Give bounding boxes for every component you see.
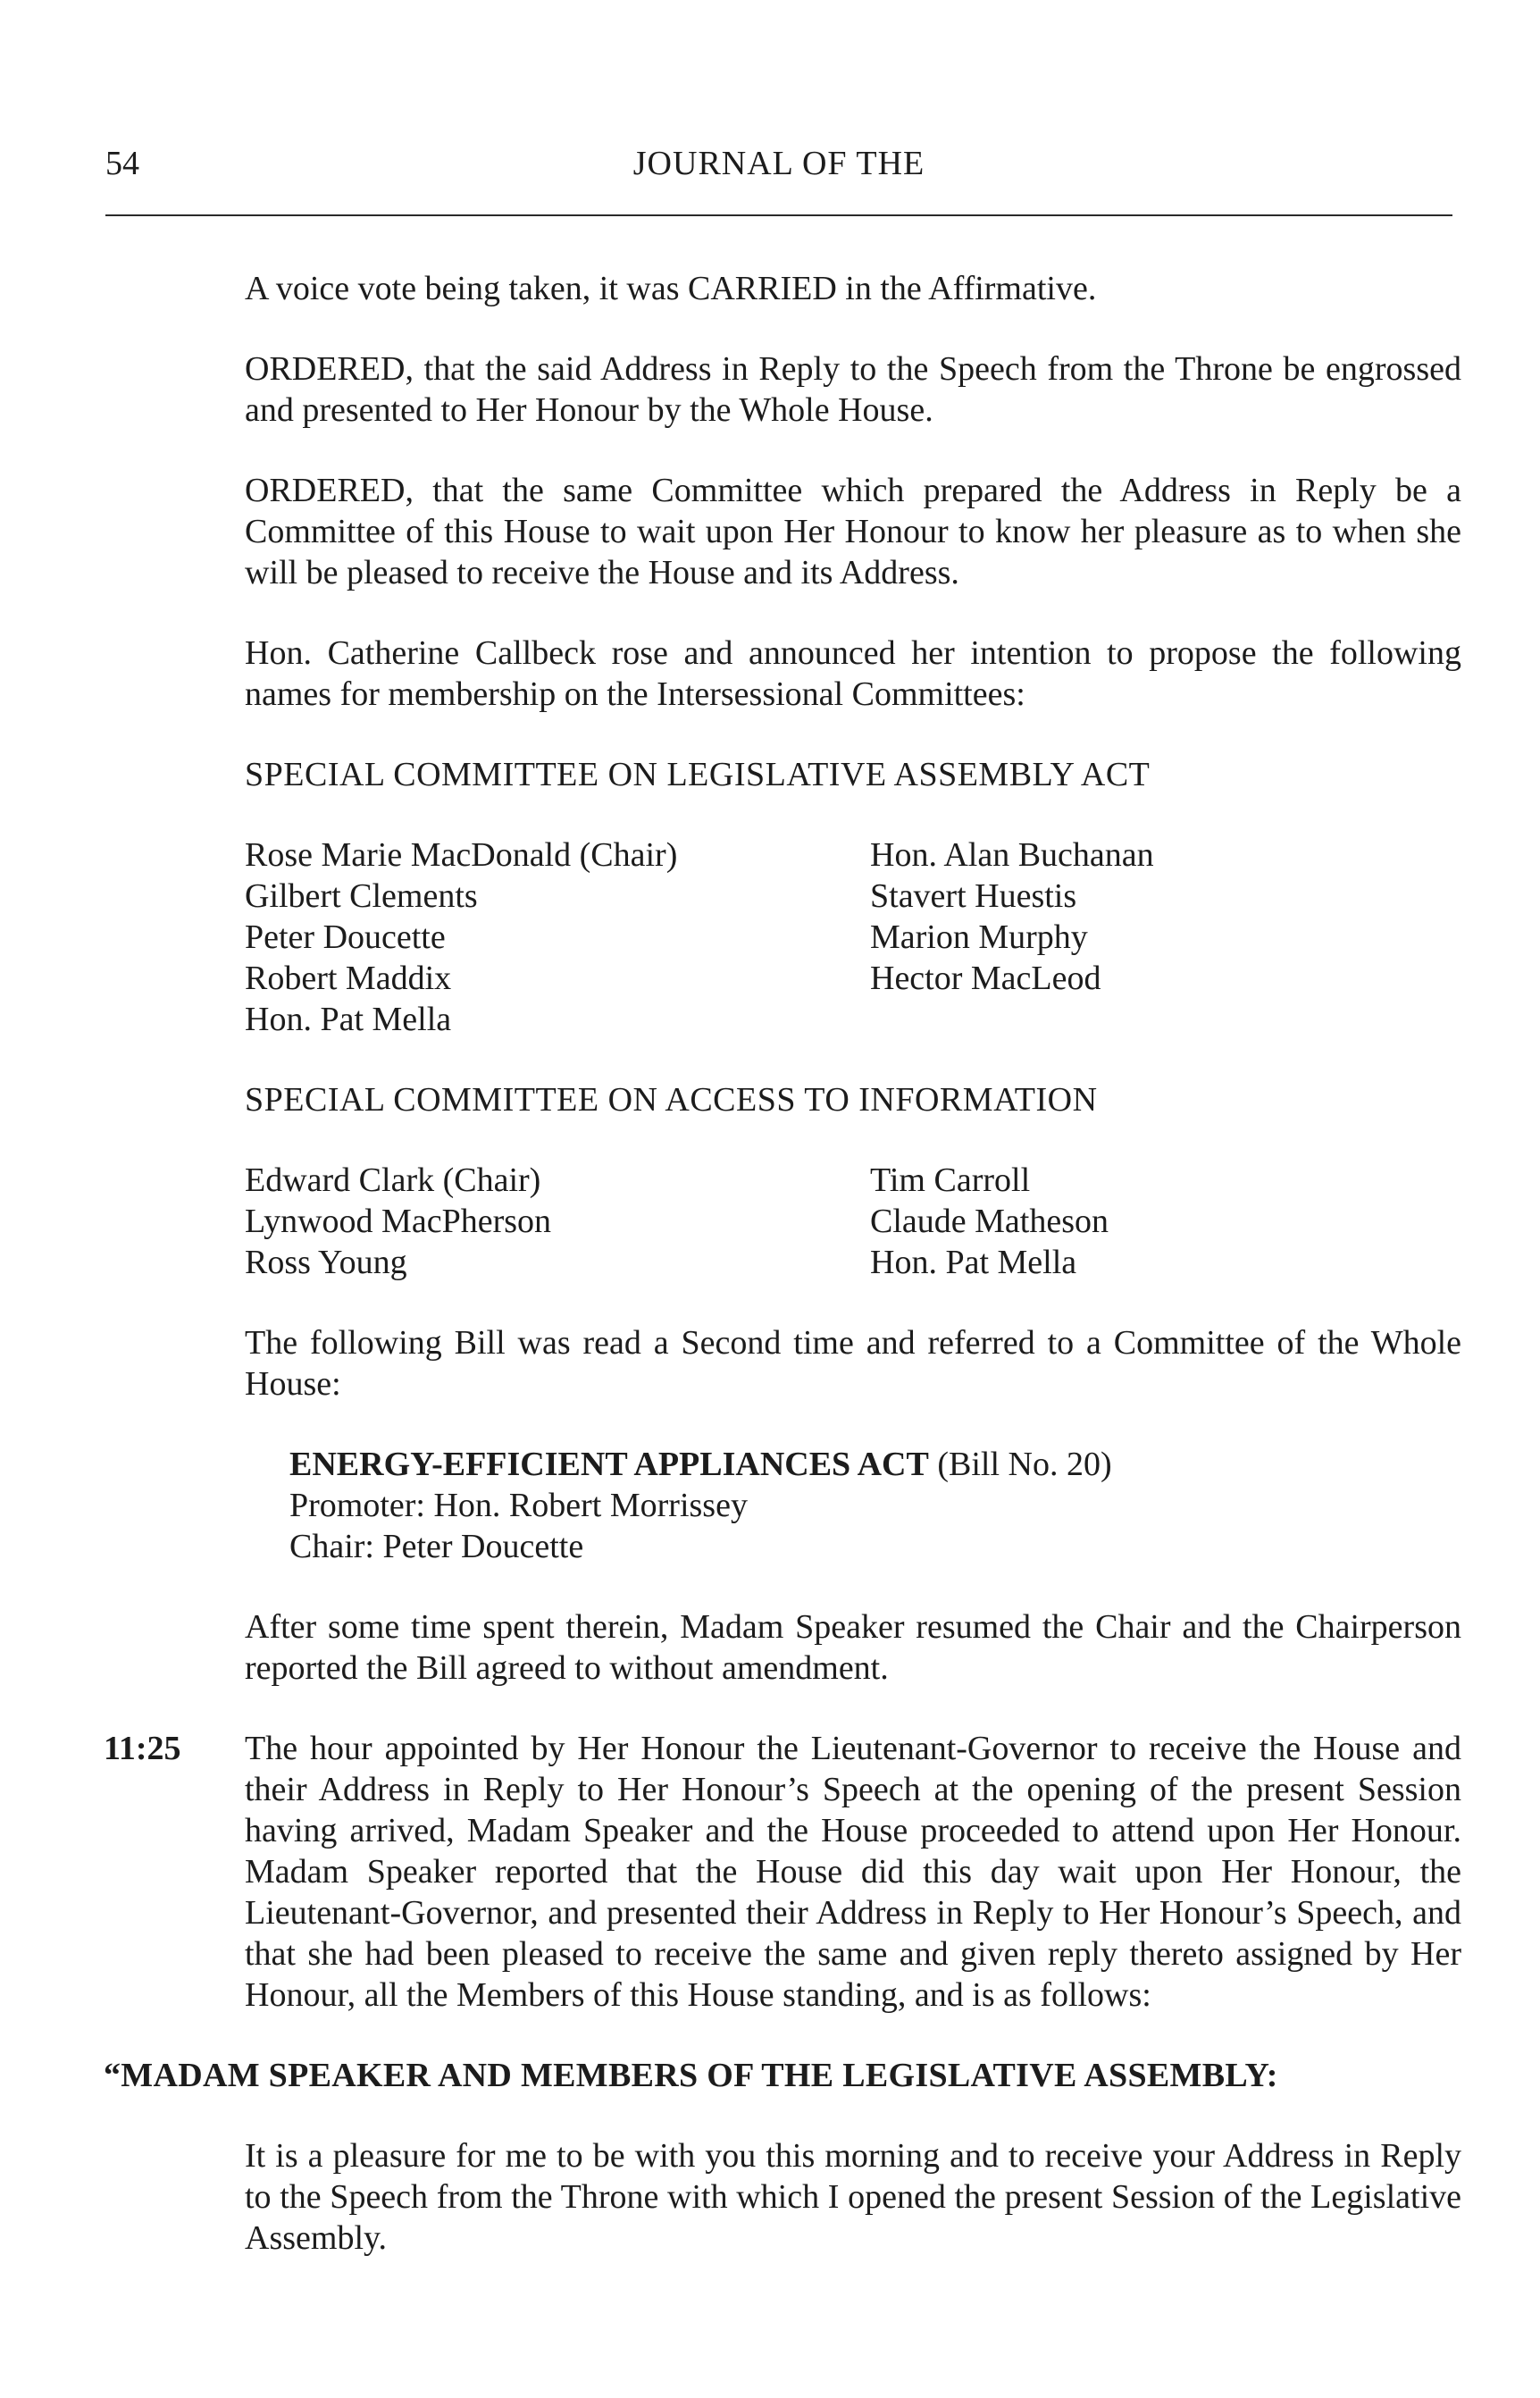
paragraph-ordered-committee: ORDERED, that the same Committee which prepared the Address in Reply be a Committee of this House to wait upon Her Honour to know her pleasure as to when she will be pleased to receive the House and its Address.: [245, 472, 1461, 591]
member-name: Ross Young: [245, 1244, 407, 1281]
member-name: Claude Matheson: [870, 1203, 1109, 1240]
time-marker: 11:25: [104, 1730, 181, 1767]
timed-entry: [104, 1728, 1461, 2016]
header-rule: [105, 214, 1452, 216]
member-name: Peter Doucette: [245, 918, 446, 956]
bill-title-line: [289, 1444, 1461, 1485]
members-left-column: [245, 834, 870, 1040]
committee-members-access-to-information: [245, 1160, 1461, 1283]
members-left-column: [245, 1160, 870, 1283]
paragraph-voice-vote: A voice vote being taken, it was CARRIED in the Affirmative.: [245, 270, 1097, 307]
bill-chair: Chair: Peter Doucette: [289, 1528, 584, 1565]
page-number: 54: [105, 145, 139, 182]
paragraph-bill-second-reading: The following Bill was read a Second time and referred to a Committee of the Whole House:: [245, 1324, 1461, 1403]
member-name: Marion Murphy: [870, 918, 1088, 956]
bill-entry: [289, 1444, 1461, 1567]
members-right-column: [870, 1160, 1461, 1283]
bill-title: ENERGY-EFFICIENT APPLIANCES ACT: [289, 1446, 929, 1483]
member-name: Hector MacLeod: [870, 960, 1101, 997]
members-right-column: [870, 834, 1461, 1040]
timed-entry-text: The hour appointed by Her Honour the Lieutenant-Governor to receive the House and their Address in Reply to Her Honour’s Speech at the opening of the present Session having arrived, Madam Speaker and the House proceeded to attend upon Her Honour. Madam Speaker reported that the House did this day wait upon Her Honour, the Lieutenant-Governor, and presented their Address in Reply to Her Honour’s Speech, and that she had been pleased to receive the same and given reply thereto assigned by Her Honour, all the Members of this House standing, and is as follows:: [245, 1730, 1461, 2014]
page-body: [104, 268, 1461, 2298]
member-name: Rose Marie MacDonald (Chair): [245, 836, 678, 874]
member-name: Hon. Alan Buchanan: [870, 836, 1154, 874]
paragraph-address-reply: It is a pleasure for me to be with you this morning and to receive your Address in Reply to the Speech from the Throne with which I opened the present Session of the Legislative Assembly.: [245, 2137, 1461, 2257]
address-heading: “MADAM SPEAKER AND MEMBERS OF THE LEGISLATIVE ASSEMBLY:: [104, 2057, 1278, 2094]
page-header: [105, 141, 1452, 195]
member-name: Edward Clark (Chair): [245, 1161, 541, 1199]
committee-heading-access-to-information: SPECIAL COMMITTEE ON ACCESS TO INFORMATION: [245, 1081, 1098, 1119]
running-head: JOURNAL OF THE: [632, 145, 925, 182]
member-name: Hon. Pat Mella: [245, 1001, 452, 1038]
member-name: Stavert Huestis: [870, 877, 1077, 915]
paragraph-ordered-engrossed: ORDERED, that the said Address in Reply to the Speech from the Throne be engrossed and presented to Her Honour by the Whole House.: [245, 350, 1461, 429]
paragraph-callbeck-announcement: Hon. Catherine Callbeck rose and announced her intention to propose the following names for membership on the Intersessional Committees:: [245, 634, 1461, 713]
bill-number: (Bill No. 20): [928, 1446, 1112, 1483]
paragraph-after-bill: After some time spent therein, Madam Speaker resumed the Chair and the Chairperson reported the Bill agreed to without amendment.: [245, 1608, 1461, 1687]
member-name: Tim Carroll: [870, 1161, 1031, 1199]
bill-promoter: Promoter: Hon. Robert Morrissey: [289, 1487, 748, 1524]
committee-heading-legislative-assembly-act: SPECIAL COMMITTEE ON LEGISLATIVE ASSEMBLY ACT: [245, 756, 1151, 793]
member-name: Robert Maddix: [245, 960, 452, 997]
member-name: Gilbert Clements: [245, 877, 478, 915]
member-name: Lynwood MacPherson: [245, 1203, 552, 1240]
member-name: Hon. Pat Mella: [870, 1244, 1077, 1281]
committee-members-legislative-assembly-act: [245, 834, 1461, 1040]
